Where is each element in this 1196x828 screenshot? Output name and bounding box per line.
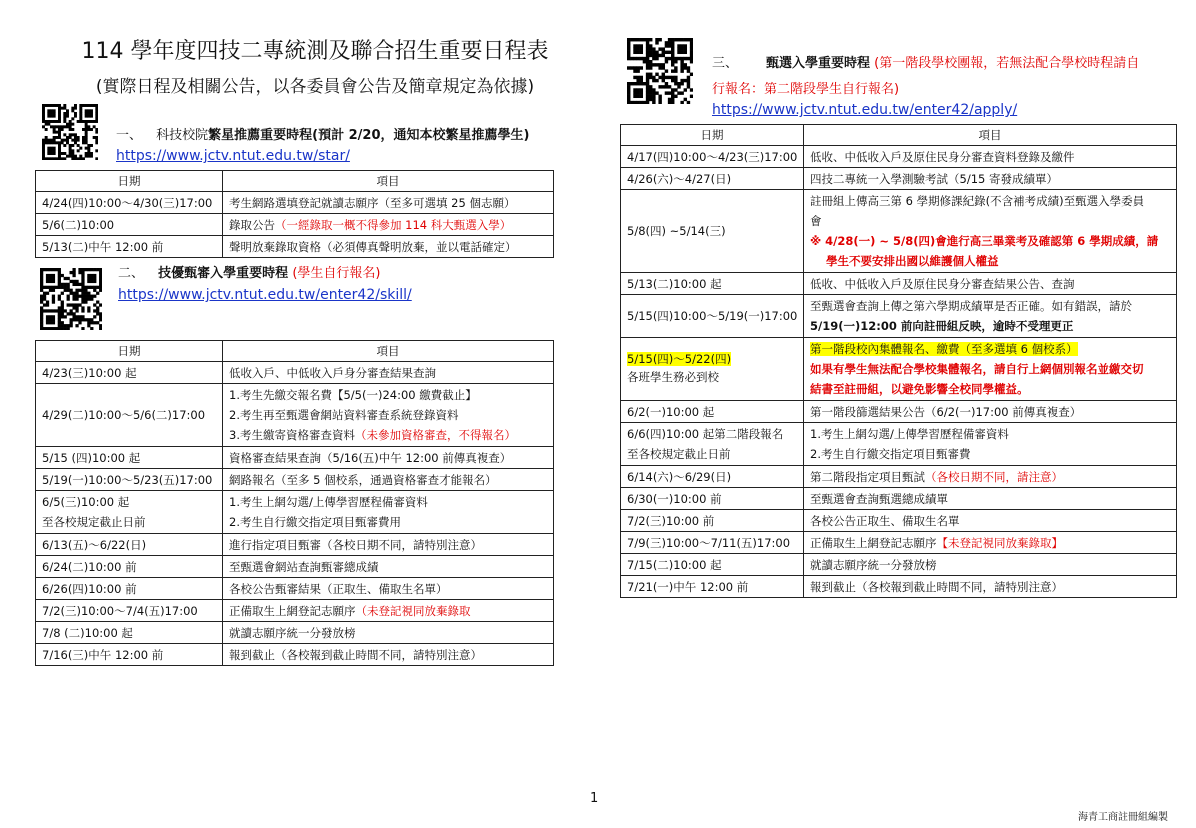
section2-link[interactable]: https://www.jctv.ntut.edu.tw/enter42/skill/ bbox=[118, 287, 412, 303]
table-row: 5/13(二)中午 12:00 前 聲明放棄錄取資格（必須傳真聲明放棄，並以電話確定） bbox=[36, 236, 554, 258]
table-row: 5/15 (四)10:00 起 資格審查結果查詢（5/16(五)中午 12:00 前傳真複查） bbox=[36, 447, 554, 469]
section3-heading: 三、 甄選入學重要時程 (第一階段學校團報，若無法配合學校時程請自 bbox=[712, 56, 1140, 71]
section1-table bbox=[35, 170, 554, 258]
section3-heading-cont: 行報名：第二階段學生自行報名) bbox=[712, 82, 900, 97]
table-row: 4/24(四)10:00～4/30(三)17:00 考生網路選填登記就讀志願序（至多可選填 25 個志願） bbox=[36, 192, 554, 214]
page-number: 1 bbox=[590, 791, 599, 806]
table-row: 6/13(五)～6/22(日) 進行指定項目甄審（各校日期不同，請特別注意） bbox=[36, 534, 554, 556]
table-row: 6/5(三)10:00 起 至各校規定截止日前 1.考生上網勾選/上傳學習歷程備審資料 2.考生自行繳交指定項目甄審費用 bbox=[36, 491, 554, 534]
qr-code-icon bbox=[627, 38, 683, 94]
table-row: 7/16(三)中午 12:00 前 報到截止（各校報到截止時間不同，請特別注意） bbox=[36, 644, 554, 666]
section1-link[interactable]: https://www.jctv.ntut.edu.tw/star/ bbox=[116, 148, 350, 164]
qr-code-icon bbox=[42, 104, 98, 160]
section3-link[interactable]: https://www.jctv.ntut.edu.tw/enter42/apply/ bbox=[712, 102, 1018, 118]
section3-table bbox=[620, 124, 1177, 598]
table-row: 6/24(二)10:00 前 至甄選會網站查詢甄審總成績 bbox=[36, 556, 554, 578]
section2-table bbox=[35, 340, 554, 666]
table-row: 6/30(一)10:00 前 至甄選會查詢甄選總成績單 bbox=[621, 488, 1177, 510]
table-row: 6/26(四)10:00 前 各校公告甄審結果（正取生、備取生名單） bbox=[36, 578, 554, 600]
col-item: 項目 bbox=[223, 171, 554, 192]
table-row: 7/15(二)10:00 起 就讀志願序統一分發放榜 bbox=[621, 554, 1177, 576]
table-row: 7/2(三)10:00～7/4(五)17:00 正備取生上網登記志願序（未登記視同放棄錄取 bbox=[36, 600, 554, 622]
table-row: 4/23(三)10:00 起 低收入戶、中低收入戶身分審查結果查詢 bbox=[36, 362, 554, 384]
table-row: 5/19(一)10:00～5/23(五)17:00 網路報名（至多 5 個校系，通過資格審查才能報名） bbox=[36, 469, 554, 491]
table-row: 5/8(四) ~5/14(三) 註冊組上傳高三第 6 學期修課紀錄(不含補考成績)至甄選入學委員 會 ※ 4/28(一) ~ 5/8(四)會進行高三畢業考及確認第 6 學期成績，請 學生不要安排出國以維護個人權益 bbox=[621, 190, 1177, 273]
col-item: 項目 bbox=[804, 125, 1177, 146]
col-date: 日期 bbox=[36, 341, 223, 362]
page-title: 114 學年度四技二專統測及聯合招生重要日程表 bbox=[81, 39, 549, 64]
table-row: 7/8 (二)10:00 起 就讀志願序統一分發放榜 bbox=[36, 622, 554, 644]
col-date: 日期 bbox=[621, 125, 804, 146]
table-row: 6/6(四)10:00 起第二階段報名 至各校規定截止日前 1.考生上網勾選/上傳學習歷程備審資料 2.考生自行繳交指定項目甄審費 bbox=[621, 423, 1177, 466]
table-row: 5/15(四)～5/22(四) 各班學生務必到校 第一階段校內集體報名、繳費（至多選填 6 個校系） 如果有學生無法配合學校集體報名，請自行上網個別報名並繳交切 結書至註冊組，以避免影響全校同學權益。 bbox=[621, 338, 1177, 401]
table-row: 6/14(六)～6/29(日) 第二階段指定項目甄試（各校日期不同，請注意） bbox=[621, 466, 1177, 488]
table-row: 7/2(三)10:00 前 各校公告正取生、備取生名單 bbox=[621, 510, 1177, 532]
table-row: 5/6(二)10:00 錄取公告（一經錄取一概不得參加 114 科大甄選入學） bbox=[36, 214, 554, 236]
section2-heading: 二、 技優甄審入學重要時程 (學生自行報名) bbox=[118, 266, 381, 281]
footer-credit: 海青工商註冊組編製 bbox=[1078, 812, 1168, 823]
table-row: 5/15(四)10:00～5/19(一)17:00 至甄選會查詢上傳之第六學期成績單是否正確。如有錯誤，請於 5/19(一)12:00 前向註冊組反映，逾時不受理更正 bbox=[621, 295, 1177, 338]
col-item: 項目 bbox=[223, 341, 554, 362]
section1-heading: 一、 科技校院繁星推薦重要時程(預計 2/20，通知本校繁星推薦學生) bbox=[116, 128, 530, 143]
table-row: 7/9(三)10:00～7/11(五)17:00 正備取生上網登記志願序【未登記視同放棄錄取】 bbox=[621, 532, 1177, 554]
table-row: 4/26(六)～4/27(日) 四技二專統一入學測驗考試（5/15 寄發成績單） bbox=[621, 168, 1177, 190]
table-row: 5/13(二)10:00 起 低收、中低收入戶及原住民身分審查結果公告、查詢 bbox=[621, 273, 1177, 295]
col-date: 日期 bbox=[36, 171, 223, 192]
qr-code-icon bbox=[40, 268, 96, 324]
page-subtitle: (實際日程及相關公告，以各委員會公告及簡章規定為依據) bbox=[95, 77, 535, 97]
table-row: 4/17(四)10:00～4/23(三)17:00 低收、中低收入戶及原住民身分審查資料登錄及繳件 bbox=[621, 146, 1177, 168]
table-row: 7/21(一)中午 12:00 前 報到截止（各校報到截止時間不同，請特別注意） bbox=[621, 576, 1177, 598]
table-row: 6/2(一)10:00 起 第一階段篩選結果公告（6/2(一)17:00 前傳真複查） bbox=[621, 401, 1177, 423]
table-row: 4/29(二)10:00～5/6(二)17:00 1.考生先繳交報名費【5/5(一)24:00 繳費截止】 2.考生再至甄選會網站資料審查系統登錄資料 3.考生繳寄資格審查資料（未參加資格審查，不得報名） bbox=[36, 384, 554, 447]
